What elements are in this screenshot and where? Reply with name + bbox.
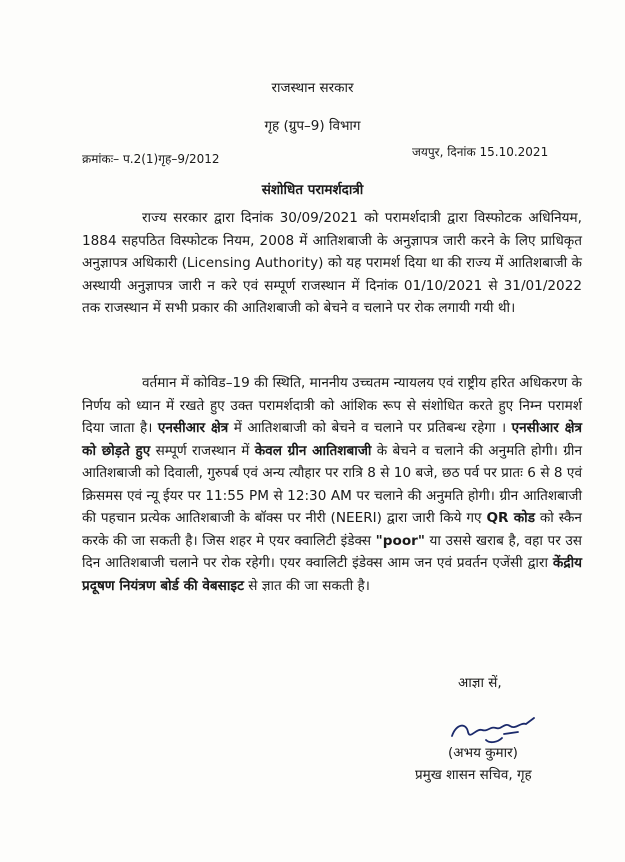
bold-qr-code: QR कोड xyxy=(486,510,535,526)
paragraph-2-text: से ज्ञात की जा सकती है। xyxy=(248,577,370,594)
department-heading: गृह (ग्रुप–9) विभाग xyxy=(264,118,361,134)
signatory-name: (अभय कुमार) xyxy=(448,745,518,761)
paragraph-2-text: या उससे खराब है, वहा पर उस दिन आतिशबाजी चलाने पर रोक रहेगी। एयर क्वालिटी इंडेक्स आम जन एवं प्रवर्तन एजेंसी द्वारा xyxy=(82,532,582,571)
document-title: संशोधित परामर्शदात्री xyxy=(261,182,364,198)
paragraph-1: राज्य सरकार द्वारा दिनांक 30/09/2021 को परामर्शदात्री द्वारा विस्फोटक अधिनियम, 1884 सहपठित विस्फोटक नियम, 2008 में आतिशबाजी के अनुज्ञापत्र जारी करने के लिए प्राधिकृत अनुज्ञापत्र अधिकारी (Licensing Authority) को यह परामर्श दिया था की राज्य में आतिशबाजी के अस्थायी अनुज्ञापत्र जारी न करे एवं सम्पूर्ण राजस्थान में दिनांक 01/10/2021 से 31/01/2022 तक राजस्थान में सभी प्रकार की आतिशबाजी को बेचने व चलाने पर रोक लगायी गयी थी। xyxy=(82,210,582,316)
paragraph-2-text: वर्तमान में कोविड–19 की स्थिति, माननीय उच्चतम न्यायलय एवं राष्ट्रीय हरित अधिकरण के निर्णय को ध्यान में रखते हुए उक्त परामर्शदात्री को आंशिक रूप से संशोधित करते हुए निम्न परामर्श दिया जाता है। xyxy=(82,375,582,436)
order-text: आज्ञा सें, xyxy=(458,675,502,691)
reference-number: क्रमांकः– प.2(1)गृह–9/2012 xyxy=(82,152,220,166)
bold-except-ncr: एनसीआर क्षेत्र को छोड़ते हुए xyxy=(82,420,582,459)
paragraph-2-text: सम्पूर्ण राजस्थान में xyxy=(155,442,250,459)
paragraph-2 xyxy=(82,372,582,597)
bold-green-crackers: केवल ग्रीन आतिशबाजी xyxy=(254,442,372,459)
paragraph-2-text: में आतिशबाजी को बेचने व चलाने पर प्रतिबन्ध रहेगा । xyxy=(233,420,507,436)
government-heading: राजस्थान सरकार xyxy=(271,80,354,96)
paragraph-2-text: को स्कैन करके की जा सकती है। जिस शहर मे एयर क्वालिटी इंडेक्स xyxy=(82,510,582,549)
bold-poor: "poor" xyxy=(375,532,425,549)
signatory-designation: प्रमुख शासन सचिव, गृह xyxy=(415,767,532,783)
bold-cpcb-website: केंद्रीय प्रदूषण नियंत्रण बोर्ड की वेबसाइट xyxy=(82,555,582,594)
place-date: जयपुर, दिनांक 15.10.2021 xyxy=(412,145,549,159)
paragraph-2-text: के बेचने व चलाने की अनुमति होगी। ग्रीन आतिशबाजी को दिवाली, गुरुपर्ब एवं अन्य त्यौहार पर रात्रि 8 से 10 बजे, छठ पर्व पर प्रातः 6 से 8 एवं क्रिसमस एवं न्यू ईयर पर 11:55 PM से 12:30 AM पर चलाने की अनुमति होगी। ग्रीन आतिशबाजी की पहचान प्रत्येक आतिशबाजी के बॉक्स पर नीरी (NEERI) द्वारा जारी किये गए xyxy=(82,442,582,526)
bold-ncr-region: एनसीआर क्षेत्र xyxy=(157,420,229,436)
